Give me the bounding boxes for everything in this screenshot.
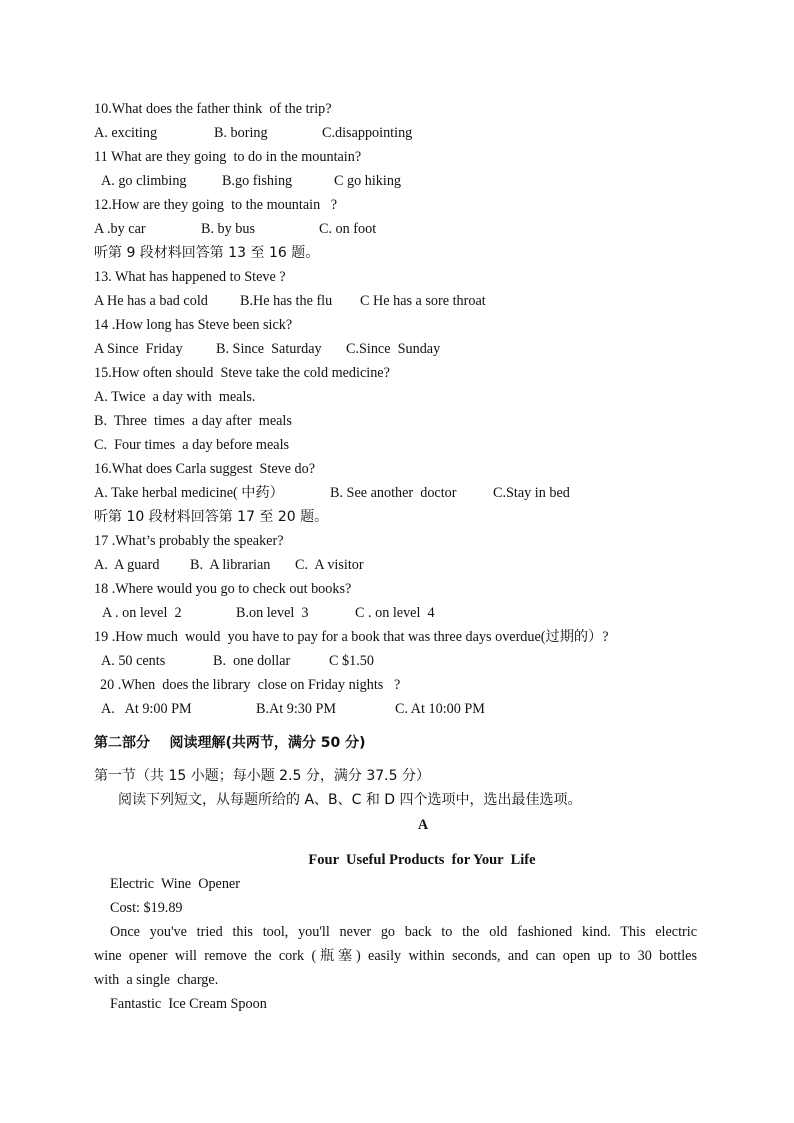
product-1-name: Electric Wine Opener: [110, 876, 240, 892]
reading-instructions: 阅读下列短文，从每题所给的 A、B、C 和 D 四个选项中，选出最佳选项。: [118, 792, 582, 808]
option-c: C.Stay in bed: [493, 485, 570, 501]
option-a: A. go climbing: [101, 173, 187, 189]
option-c: C go hiking: [334, 173, 402, 189]
option-b: B. Since Saturday: [216, 341, 322, 357]
question-12-stem: 12.How are they going to the mountain ?: [94, 197, 338, 213]
option-a: A. 50 cents: [101, 653, 166, 669]
option-b: B. one dollar: [213, 653, 291, 669]
question-15-stem: 15.How often should Steve take the cold medicine?: [94, 365, 390, 381]
product-1-desc-line-2: wine opener will remove the cork (瓶塞) easily within seconds, and can open up to 30 bottles: [94, 948, 697, 964]
passage-title: Four Useful Products for Your Life: [308, 852, 536, 868]
option-c: C. At 10:00 PM: [395, 701, 485, 717]
question-15-option-b: B. Three times a day after meals: [94, 413, 292, 429]
product-1-cost: Cost: $19.89: [110, 900, 183, 916]
option-a: A. Take herbal medicine( 中药）: [94, 485, 284, 501]
section-1-heading: 第一节（共 15 小题；每小题 2.5 分，满分 37.5 分）: [94, 768, 430, 784]
option-b: B. boring: [214, 125, 268, 141]
option-a: A. A guard: [94, 557, 160, 573]
question-14-stem: 14 .How long has Steve been sick?: [94, 317, 293, 333]
option-a: A .by car: [94, 221, 146, 237]
option-c: C $1.50: [329, 653, 374, 669]
option-c: C . on level 4: [355, 605, 435, 621]
option-b: B. See another doctor: [330, 485, 457, 501]
option-b: B.on level 3: [236, 605, 309, 621]
product-1-desc-line-1: Once you've tried this tool, you'll never go back to the old fashioned kind. This electric: [110, 924, 697, 940]
option-a: A He has a bad cold: [94, 293, 208, 309]
option-b: B. by bus: [201, 221, 255, 237]
question-18-stem: 18 .Where would you go to check out books?: [94, 581, 352, 597]
option-a: A. exciting: [94, 125, 158, 141]
passage-letter: A: [417, 817, 429, 833]
part-2-heading: 第二部分 阅读理解(共两节，满分 50 分): [94, 735, 366, 751]
product-2-name: Fantastic Ice Cream Spoon: [110, 996, 267, 1012]
option-c: C He has a sore throat: [360, 293, 486, 309]
option-a: A. At 9:00 PM: [101, 701, 192, 717]
option-c: C.disappointing: [322, 125, 413, 141]
question-13-stem: 13. What has happened to Steve ?: [94, 269, 286, 285]
option-c: C. A visitor: [295, 557, 364, 573]
option-b: B. A librarian: [190, 557, 271, 573]
option-c: C.Since Sunday: [346, 341, 441, 357]
section-9-heading: 听第 9 段材料回答第 13 至 16 题。: [94, 245, 320, 261]
question-15-option-c: C. Four times a day before meals: [94, 437, 290, 453]
question-16-stem: 16.What does Carla suggest Steve do?: [94, 461, 316, 477]
question-11-stem: 11 What are they going to do in the mountain?: [94, 149, 362, 165]
option-b: B.go fishing: [222, 173, 293, 189]
option-b: B.At 9:30 PM: [256, 701, 337, 717]
question-15-option-a: A. Twice a day with meals.: [94, 389, 256, 405]
product-1-desc-line-3: with a single charge.: [94, 972, 219, 988]
question-20-stem: 20 .When does the library close on Friday nights ?: [100, 677, 401, 693]
question-17-stem: 17 .What’s probably the speaker?: [94, 533, 284, 549]
question-19-stem: 19 .How much would you have to pay for a book that was three days overdue(过期的）?: [94, 629, 609, 645]
option-c: C. on foot: [319, 221, 377, 237]
section-10-heading: 听第 10 段材料回答第 17 至 20 题。: [94, 509, 329, 525]
option-a: A . on level 2: [102, 605, 182, 621]
question-10-stem: 10.What does the father think of the trip?: [94, 101, 332, 117]
option-b: B.He has the flu: [240, 293, 333, 309]
option-a: A Since Friday: [94, 341, 183, 357]
